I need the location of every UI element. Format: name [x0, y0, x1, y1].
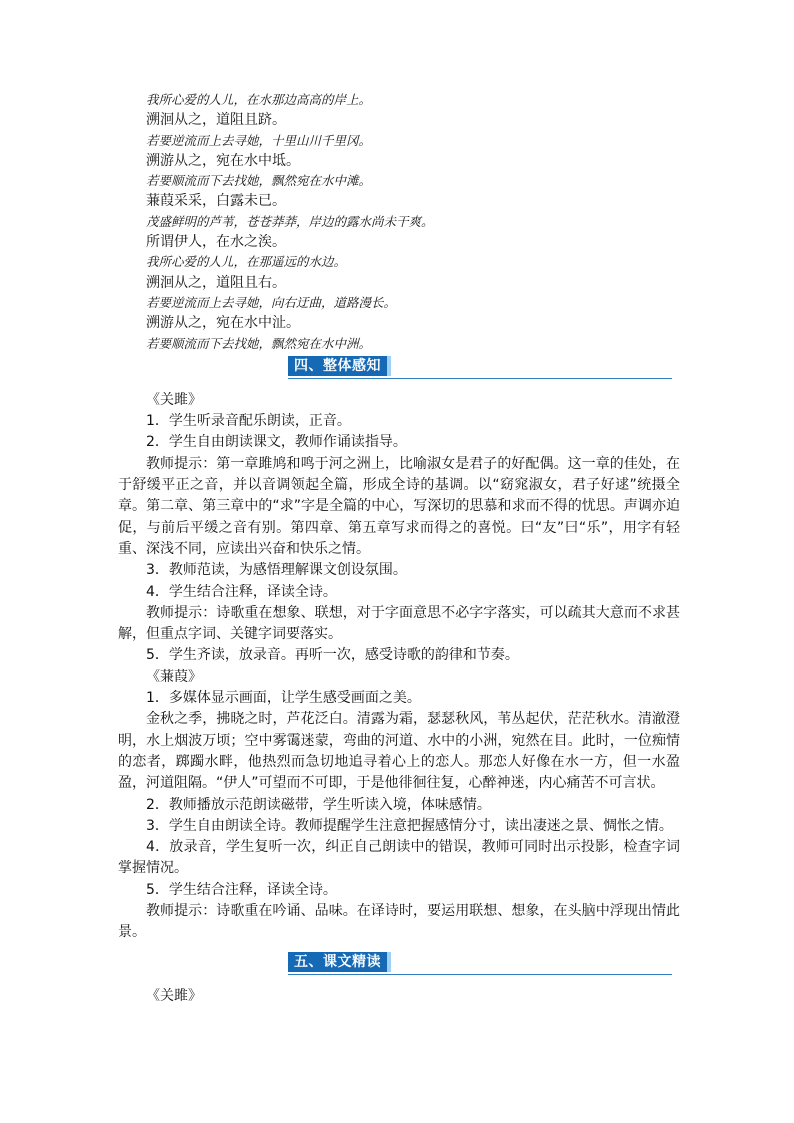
poem-line: 所谓伊人，在水之涘。 [146, 234, 286, 251]
list-item: 1．多媒体显示画面，让学生感受画面之美。 [146, 690, 421, 707]
section-rule [288, 378, 672, 379]
poem-line: 若要逆流而上去寻她，十里山川千里冈。 [146, 132, 372, 148]
poem-line: 溯游从之，宛在水中沚。 [146, 315, 300, 332]
section-badge: 五、课文精读 [288, 952, 391, 972]
teacher-tip: 教师提示：第一章雎鸠和鸣于河之洲上，比喻淑女是君子的好配偶。这一章的佳处，在于舒缓平正之音，并以音调领起全篇，形成全诗的基调。以“窈窕淑女，君子好逑”统摄全章。第二章、第三章中的“求”字是全篇的中心，写深切的思慕和求而不得的忧思。声调亦迫促，与前后平缓之音有别。第四章、第五章写求而得之的喜悦。曰“友”曰“乐”，用字有轻重、深浅不同，应读出兴奋和快乐之情。 [118, 455, 680, 557]
subheading-jianjia: 《蒹葭》 [146, 668, 202, 685]
section-badge: 四、整体感知 [288, 356, 391, 376]
poem-line: 我所心爱的人儿，在水那边高高的岸上。 [146, 92, 372, 107]
list-item: 3．教师范读，为感悟理解课文创设氛围。 [146, 562, 407, 579]
subheading-guanju: 《关雎》 [146, 987, 202, 1004]
poem-block [118, 90, 680, 354]
list-item: 2．教师播放示范朗读磁带，学生听读入境，体味感情。 [146, 796, 491, 813]
teacher-tip: 教师提示：诗歌重在想象、联想，对于字面意思不必字字落实，可以疏其大意而不求甚解，但重点字词、关键字词要落实。 [118, 604, 680, 643]
list-item: 4．放录音，学生复听一次，纠正自己朗读中的错误，教师可同时出示投影，检查字词掌握情况。 [118, 839, 680, 877]
poem-line: 溯洄从之，道阻且跻。 [146, 112, 286, 129]
poem-line: 若要顺流而下去找她，飘然宛在水中滩。 [146, 173, 372, 189]
poem-line: 溯洄从之，道阻且右。 [146, 274, 286, 291]
section-heading-4 [118, 354, 680, 390]
scene-description: 金秋之季，拂晓之时，芦花泛白。清露为霜，瑟瑟秋风，苇丛起伏，茫茫秋水。清澈澄明，水上烟波万顷；空中雾霭迷蒙，弯曲的河道、水中的小洲，宛然在目。此时，一位痴情的恋者，踯躅水畔，他热烈而急切地追寻着心上的恋人。那恋人好像在水一方，但一水盈盈，河道阻隔。“伊人”可望而不可即，于是他徘徊往复，心醉神迷，内心痛苦不可言状。 [118, 711, 680, 792]
list-item: 3．学生自由朗读全诗。教师提醒学生注意把握感情分寸，读出凄迷之景、惆怅之情。 [146, 817, 673, 834]
poem-line: 我所心爱的人儿，在那遥远的水边。 [146, 254, 347, 270]
poem-line: 蒹葭采采，白露未已。 [146, 193, 286, 210]
section-rule [288, 974, 672, 975]
list-item: 1．学生听录音配乐朗读，正音。 [146, 413, 351, 430]
page-content [118, 90, 680, 1007]
section-heading-5 [118, 950, 680, 986]
list-item: 4．学生结合注释，译读全诗。 [146, 583, 337, 600]
teacher-tip: 教师提示：诗歌重在吟诵、品味。在译诗时，要运用联想、想象，在头脑中浮现出情此景。 [118, 902, 680, 941]
poem-line: 若要顺流而下去找她，飘然宛在水中洲。 [146, 335, 372, 351]
poem-line: 茂盛鲜明的芦苇，苍苍莽莽，岸边的露水尚未干爽。 [146, 213, 434, 229]
subheading-guanju: 《关雎》 [146, 391, 202, 408]
list-item: 5．学生齐读，放录音。再听一次，感受诗歌的韵律和节奏。 [146, 647, 519, 664]
poem-line: 溯游从之，宛在水中坻。 [146, 152, 300, 169]
list-item: 5．学生结合注释，译读全诗。 [146, 881, 337, 898]
poem-line: 若要逆流而上去寻她，向右迂曲，道路漫长。 [146, 294, 397, 310]
list-item: 2．学生自由朗读课文，教师作诵读指导。 [146, 434, 407, 451]
